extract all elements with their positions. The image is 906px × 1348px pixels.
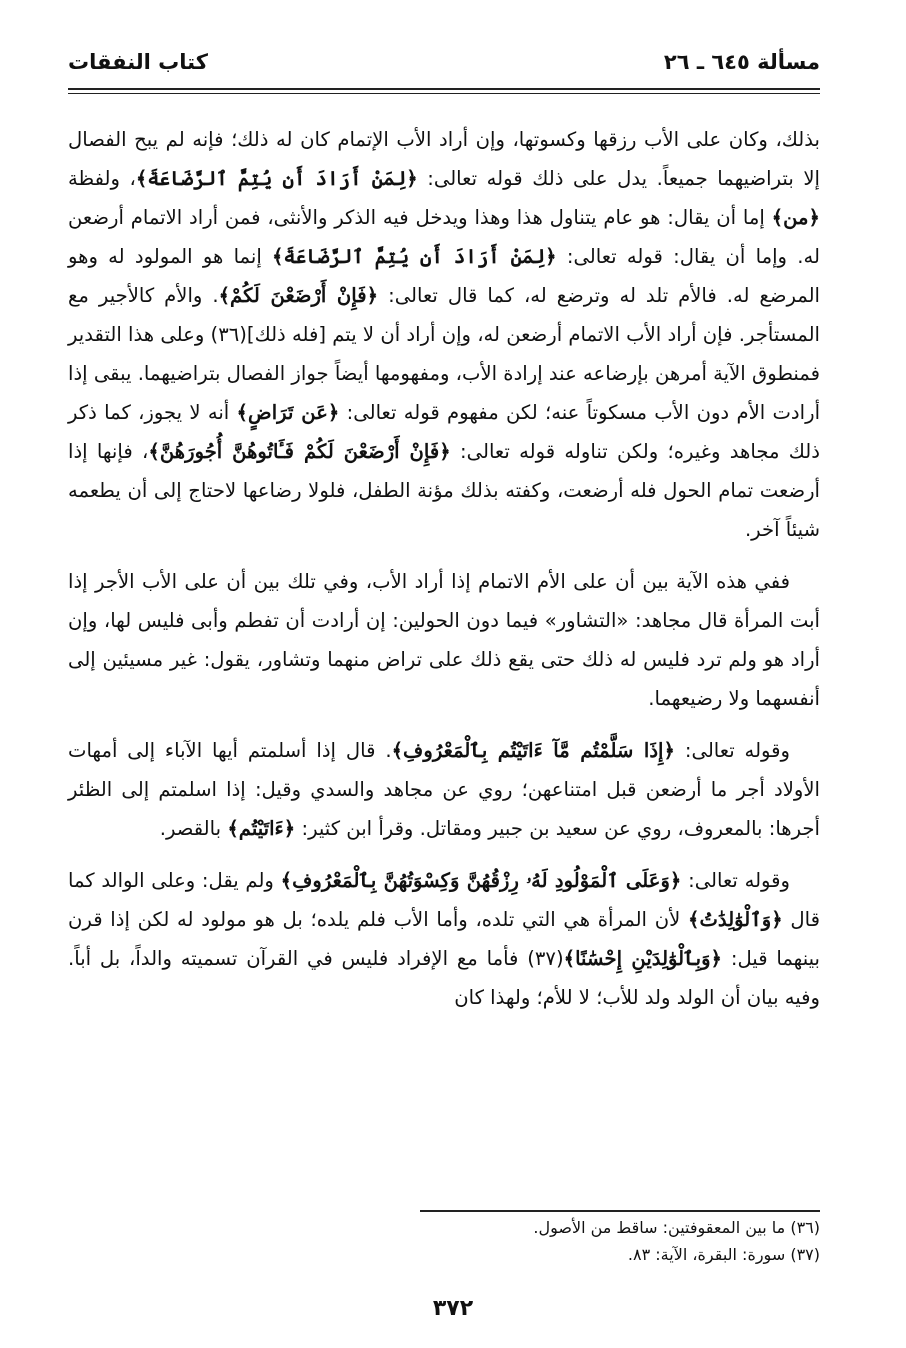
text-run: أنه لا يجوز، كما ذكر ذلك مجاهد وغيره؛ ولكن تناوله قوله تعالى: [68,401,820,463]
quran-quote: ﴿من﴾ [771,206,820,229]
text-run: . قال إذا أسلمتم أيها الآباء إلى أمهات الأولاد أجر ما أرضعن قبل امتناعهن؛ روي عن مجاهد والسدي وقيل: إذا اسلمتم إلى الظئر أجرها: بالمعروف، روي عن سعيد بن جبير ومقاتل. وقرأ ابن كثير: [68,739,820,840]
quran-quote: ﴿وَٱلْوَٰلِدَٰتُ﴾ [688,908,783,931]
text-run: ، ولفظة [68,167,136,190]
quran-quote: ﴿ءَاتَيْتُم﴾ [227,817,296,840]
book-title: كتاب النفقات [68,50,208,74]
paragraph [68,861,820,1017]
quran-quote: ﴿فَإِنْ أَرْضَعْنَ لَكُمْ﴾ [218,284,379,307]
paragraph [68,731,820,848]
main-text [68,120,820,1030]
header-rule-thick [68,88,820,90]
text-run: وقوله تعالى: [681,869,790,892]
text-run: (٣٧) [527,947,564,970]
quran-quote: ﴿فَإِنْ أَرْضَعْنَ لَكُمْ فَـَٔاتُوهُنَّ أُجُورَهُنَّ﴾ [148,440,451,463]
text-run: ولم يقل: وعلى الوالد كما قال [68,869,820,931]
running-header [68,46,820,82]
quran-quote: ﴿لِمَنْ أَرَادَ أَن يُتِمَّ ٱلرَّضَاعَةَ﴾ [135,167,418,190]
text-run: فأما مع الإفراد فليس في القرآن تسميته والداً، بل أباً. وفيه بيان أن الولد ولد للأب؛ لا للأم؛ ولهذا كان [68,947,820,1009]
text-run: بالقصر. [159,817,228,840]
text-run: إما أن يقال: هو عام يتناول هذا وهذا ويدخل فيه الذكر والأنثى، فمن أراد الاتمام أرضعن له. وإما أن يقال: قوله تعالى: [68,206,820,268]
text-run: بذلك، وكان على الأب رزقها وكسوتها، وإن أراد الأب الإتمام كان له ذلك؛ فإنه لم يبح الفصال إلا بتراضيهما جميعاً. يدل على ذلك قوله تعالى: [68,128,820,190]
footnote-rule [420,1210,820,1212]
quran-quote: ﴿إِذَا سَلَّمْتُم مَّآ ءَاتَيْتُم بِٱلْمَعْرُوفِ﴾ [391,739,675,762]
page-number: ٣٧٢ [432,1296,474,1321]
quran-quote: ﴿وَبِٱلْوَٰلِدَيْنِ إِحْسَٰنًا﴾ [563,947,723,970]
quran-quote: ﴿عَن تَرَاضٍ﴾ [236,401,340,424]
text-run: لأن المرأة هي التي تلده، وأما الأب فلم يلده؛ بل هو مولود له لكن إذا قرن بينهما قيل: [68,908,820,970]
quran-quote: ﴿لِمَنْ أَرَادَ أَن يُتِمَّ ٱلرَّضَاعَةَ﴾ [272,245,557,268]
text-run: وقوله تعالى: [675,739,790,762]
text-run: ففي هذه الآية بين أن على الأم الاتمام إذا أراد الأب، وفي تلك بين أن على الأب الأجر إذا أبت المرأة قال مجاهد: «التشاور» فيما دون الحولين: إن أرادت أن تفطم وأبى فليس لها، وإن أراد هو ولم ترد فليس له ذلك حتى يقع ذلك على تراض منهما وتشاور، يقول: غير مسيئين إلى أنفسهما ولا رضيعهما. [68,570,820,710]
quran-quote: ﴿وَعَلَى ٱلْمَوْلُودِ لَهُۥ رِزْقُهُنَّ وَكِسْوَتُهُنَّ بِٱلْمَعْرُوفِ﴾ [280,869,682,892]
paragraph [68,120,820,549]
text-run: (٣٦) [210,323,247,346]
text-run: ، فإنها إذا أرضعت تمام الحول فله أرضعت، وكفته بذلك مؤنة الطفل، فلولا رضاعها لاحتاج إلى أن يطعمه شيئاً آخر. [68,440,820,541]
text-run: وعلى هذا التقدير فمنطوق الآية أمرهن بإرضاعه عند إرادة الأب، ومفهومها أيضاً جواز الفصال بتراضيهما. يبقى إذا أرادت الأم دون الأب مسكوتاً عنه؛ لكن مفهوم قوله تعالى: [68,323,821,424]
footnote-37: (٣٧) سورة: البقرة، الآية: ٨٣. [627,1245,820,1264]
header-rule-thin [68,93,820,94]
paragraph [68,562,820,718]
footnote-36: (٣٦) ما بين المعقوفتين: ساقط من الأصول. [533,1218,820,1237]
footnotes [68,1214,820,1268]
text-run: . والأم كالأجير مع المستأجر. فإن أراد الأب الاتمام أرضعن له، وإن أراد أن لا يتم [فله ذلك] [68,284,820,346]
issue-number: مسألة ٦٤٥ ـ ٢٦ [663,50,820,74]
text-run: إنما هو المولود له وهو المرضع له. فالأم تلد له وترضع له، كما قال تعالى: [68,245,821,307]
